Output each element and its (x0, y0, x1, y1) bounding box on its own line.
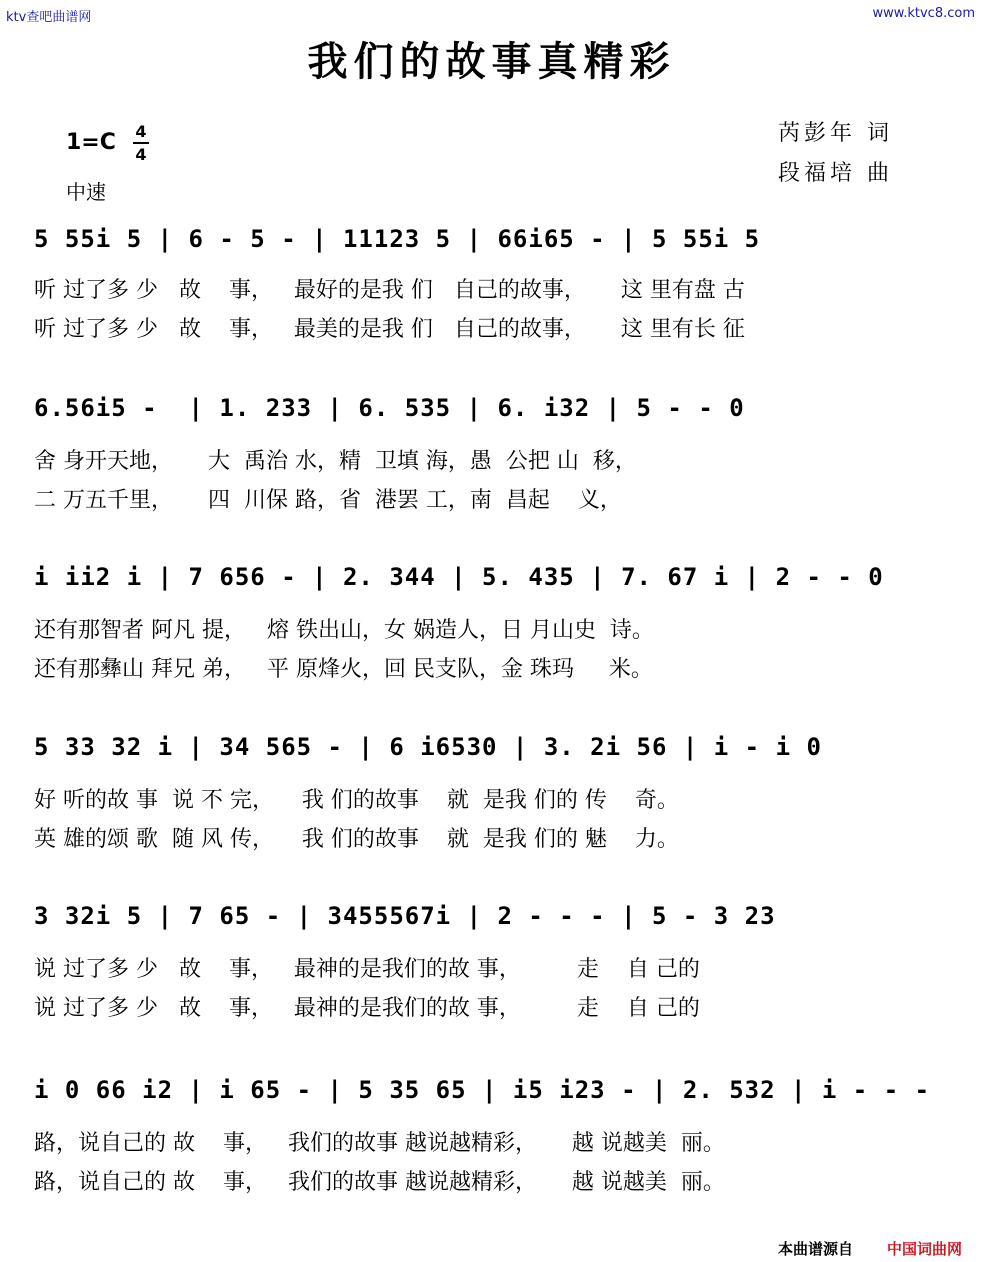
notation-line: i ii2 i | 7 656 - | 2. 344 | 5. 435 | 7. 67 i | 2 - - 0 (34, 563, 884, 591)
lyric-verse-1: 好 听的故 事 说 不 完， 我 们的故事 就 是我 们的 传 奇。 (34, 788, 679, 813)
time-signature-bottom: 4 (135, 145, 147, 164)
composer-credit: 段福培 曲 (778, 161, 893, 186)
lyric-verse-2: 听 过了多 少 故 事， 最美的是我 们 自己的故事， 这 里有长 征 (34, 317, 745, 342)
lyric-verse-2: 还有那彝山 拜兄 弟， 平 原烽火，回 民支队，金 珠玛 米。 (34, 657, 653, 682)
song-title: 我们的故事真精彩 (307, 38, 676, 85)
notation-line: 6.56i5 - | 1. 233 | 6. 535 | 6. i32 | 5 - - 0 (34, 394, 745, 422)
footer-source-label: 本曲谱源自 (778, 1240, 854, 1258)
notation-line: 3 32i 5 | 7 65 - | 3455567i | 2 - - - | 5 - 3 23 (34, 902, 776, 930)
key-signature: 1=C (66, 130, 116, 155)
time-signature-top: 4 (135, 122, 147, 141)
notation-line: 5 33 32 i | 34 565 - | 6 i6530 | 3. 2i 56 | i - i 0 (34, 733, 822, 761)
notation-line: 5 55i 5 | 6 - 5 - | 11123 5 | 66i65 - | 5 55i 5 (34, 225, 761, 253)
lyricist-credit: 芮彭年 词 (778, 121, 893, 146)
watermark-left: ktv查吧曲谱网 (6, 10, 92, 25)
lyric-verse-2: 二 万五千里， 四 川保 路，省 港罢 工，南 昌起 义， (34, 488, 622, 513)
lyric-verse-1: 说 过了多 少 故 事， 最神的是我们的故 事， 走 自 己的 (34, 957, 700, 982)
time-signature (133, 122, 149, 164)
lyric-verse-1: 舍 身开天地， 大 禹治 水，精 卫填 海，愚 公把 山 移， (34, 449, 637, 474)
lyric-verse-2: 说 过了多 少 故 事， 最神的是我们的故 事， 走 自 己的 (34, 996, 700, 1021)
lyric-verse-1: 听 过了多 少 故 事， 最好的是我 们 自己的故事， 这 里有盘 古 (34, 278, 745, 303)
lyric-verse-1: 还有那智者 阿凡 提， 熔 铁出山，女 娲造人，日 月山史 诗。 (34, 618, 654, 643)
footer-site-name: 中国词曲网 (887, 1240, 963, 1258)
lyric-verse-2: 英 雄的颂 歌 随 风 传， 我 们的故事 就 是我 们的 魅 力。 (34, 827, 679, 852)
notation-line: i 0 66 i2 | i 65 - | 5 35 65 | i5 i23 - | 2. 532 | i - - - (34, 1076, 931, 1104)
lyric-verse-2: 路，说自己的 故 事， 我们的故事 越说越精彩， 越 说越美 丽。 (34, 1170, 725, 1195)
tempo-marking: 中速 (66, 180, 106, 204)
lyric-verse-1: 路，说自己的 故 事， 我们的故事 越说越精彩， 越 说越美 丽。 (34, 1131, 725, 1156)
watermark-right: www.ktvc8.com (872, 6, 975, 21)
